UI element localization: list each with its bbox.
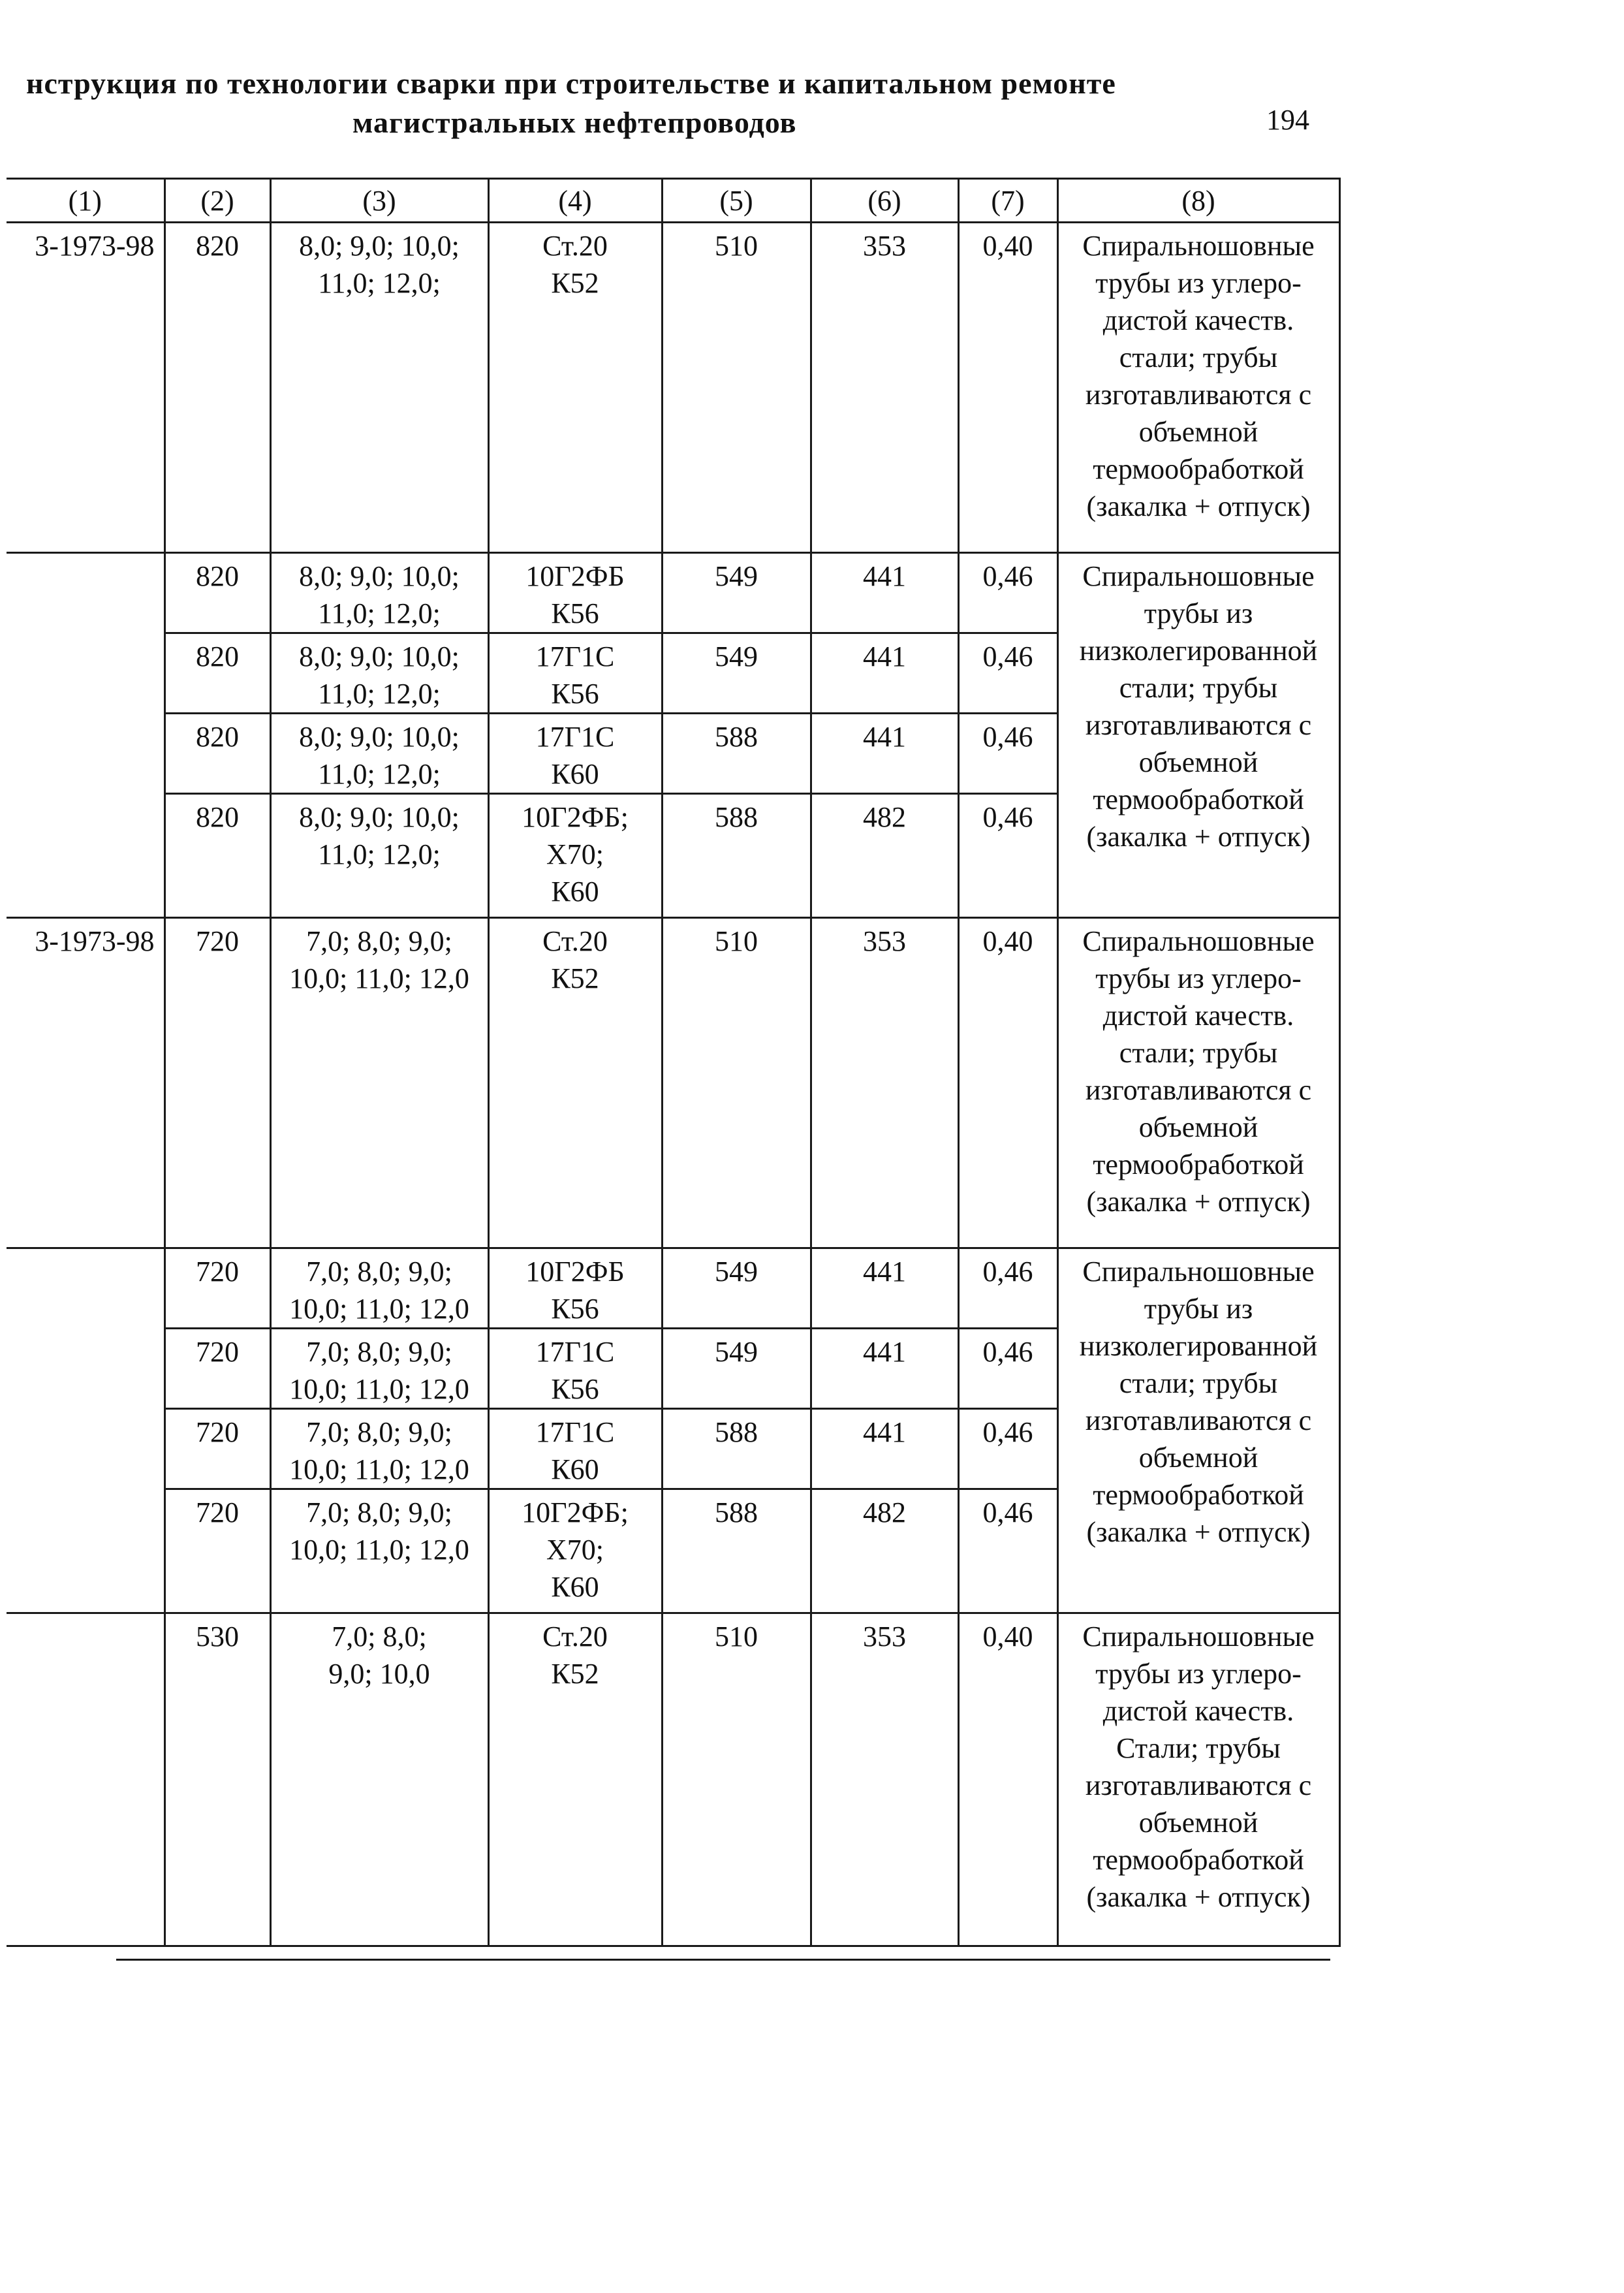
cell-c4: 17Г1С К60 — [488, 714, 662, 794]
cell-c3: 7,0; 8,0; 9,0; 10,0; 11,0; 12,0 — [270, 1409, 488, 1489]
table-bottom-rule — [116, 1959, 1330, 1961]
cell-standard — [7, 1248, 164, 1613]
cell-description: Спиральношовные трубы из низколегированной стали; трубы изготавливаются с объемной термообработкой (закалка + отпуск) — [1057, 1248, 1339, 1613]
cell-c3: 8,0; 9,0; 10,0; 11,0; 12,0; — [270, 553, 488, 633]
cell-c6: 441 — [811, 633, 958, 714]
cell-c5: 549 — [662, 553, 811, 633]
cell-c6: 441 — [811, 1248, 958, 1329]
cell-c6: 353 — [811, 918, 958, 1248]
cell-c6: 441 — [811, 714, 958, 794]
cell-standard — [7, 1613, 164, 1946]
column-header: (6) — [811, 179, 958, 223]
column-header: (5) — [662, 179, 811, 223]
header-title-line2: магистральных нефтепроводов — [352, 106, 797, 139]
cell-c7: 0,46 — [958, 553, 1057, 633]
cell-description: Спиральношовные трубы из углеро- дистой качеств. Стали; трубы изготавливаются с объемной термообработкой (закалка + отпуск) — [1057, 1613, 1339, 1946]
cell-c4: 10Г2ФБ; Х70; К60 — [488, 1489, 662, 1613]
cell-c6: 353 — [811, 223, 958, 553]
table-row — [7, 1613, 1339, 1946]
cell-c4: 10Г2ФБ К56 — [488, 553, 662, 633]
cell-c7: 0,46 — [958, 1329, 1057, 1409]
cell-c5: 588 — [662, 1489, 811, 1613]
cell-c7: 0,46 — [958, 714, 1057, 794]
table-body — [7, 223, 1339, 1946]
cell-c2: 530 — [164, 1613, 270, 1946]
cell-c4: 17Г1С К60 — [488, 1409, 662, 1489]
page-number: 194 — [1266, 104, 1309, 136]
pipe-spec-table — [7, 178, 1341, 1947]
cell-c3: 8,0; 9,0; 10,0; 11,0; 12,0; — [270, 714, 488, 794]
cell-c6: 482 — [811, 1489, 958, 1613]
column-header: (7) — [958, 179, 1057, 223]
cell-c3: 7,0; 8,0; 9,0; 10,0; 11,0; 12,0 — [270, 1329, 488, 1409]
cell-c2: 820 — [164, 794, 270, 918]
cell-c5: 549 — [662, 633, 811, 714]
cell-c7: 0,40 — [958, 1613, 1057, 1946]
cell-c3: 8,0; 9,0; 10,0; 11,0; 12,0; — [270, 223, 488, 553]
cell-c3: 8,0; 9,0; 10,0; 11,0; 12,0; — [270, 633, 488, 714]
cell-c2: 720 — [164, 1329, 270, 1409]
cell-c2: 820 — [164, 223, 270, 553]
cell-c5: 588 — [662, 714, 811, 794]
column-header: (4) — [488, 179, 662, 223]
cell-c4: Ст.20 К52 — [488, 223, 662, 553]
column-header: (8) — [1057, 179, 1339, 223]
cell-c4: 10Г2ФБ; Х70; К60 — [488, 794, 662, 918]
cell-c2: 820 — [164, 633, 270, 714]
cell-c5: 588 — [662, 794, 811, 918]
cell-c6: 482 — [811, 794, 958, 918]
cell-c7: 0,46 — [958, 794, 1057, 918]
cell-c2: 820 — [164, 553, 270, 633]
column-header: (3) — [270, 179, 488, 223]
cell-c6: 441 — [811, 1329, 958, 1409]
cell-c3: 7,0; 8,0; 9,0; 10,0 — [270, 1613, 488, 1946]
cell-c3: 8,0; 9,0; 10,0; 11,0; 12,0; — [270, 794, 488, 918]
column-header: (2) — [164, 179, 270, 223]
cell-c7: 0,46 — [958, 1409, 1057, 1489]
table-header-row — [7, 179, 1339, 223]
table-row — [7, 223, 1339, 553]
table-row — [7, 918, 1339, 1248]
cell-c5: 549 — [662, 1248, 811, 1329]
cell-c5: 510 — [662, 1613, 811, 1946]
cell-c4: Ст.20 К52 — [488, 1613, 662, 1946]
column-header: (1) — [7, 179, 164, 223]
cell-c2: 720 — [164, 918, 270, 1248]
cell-c7: 0,46 — [958, 633, 1057, 714]
table-row — [7, 553, 1339, 633]
document-header-title — [26, 64, 1227, 142]
cell-c7: 0,46 — [958, 1489, 1057, 1613]
header-title-line1: нструкция по технологии сварки при строительстве и капитальном ремонте — [26, 67, 1116, 100]
cell-description: Спиральношовные трубы из углеро- дистой качеств. стали; трубы изготавливаются с объемной термообработкой (закалка + отпуск) — [1057, 223, 1339, 553]
cell-c3: 7,0; 8,0; 9,0; 10,0; 11,0; 12,0 — [270, 1248, 488, 1329]
cell-c4: 17Г1С К56 — [488, 1329, 662, 1409]
cell-c7: 0,46 — [958, 1248, 1057, 1329]
cell-standard: 3-1973-98 — [7, 223, 164, 553]
cell-c5: 588 — [662, 1409, 811, 1489]
cell-c3: 7,0; 8,0; 9,0; 10,0; 11,0; 12,0 — [270, 1489, 488, 1613]
cell-c7: 0,40 — [958, 918, 1057, 1248]
table-row — [7, 1248, 1339, 1329]
cell-description: Спиральношовные трубы из углеро- дистой качеств. стали; трубы изготавливаются с объемной термообработкой (закалка + отпуск) — [1057, 918, 1339, 1248]
cell-c6: 441 — [811, 1409, 958, 1489]
cell-c4: 17Г1С К56 — [488, 633, 662, 714]
cell-standard — [7, 553, 164, 918]
cell-c6: 353 — [811, 1613, 958, 1946]
cell-c2: 820 — [164, 714, 270, 794]
cell-c2: 720 — [164, 1248, 270, 1329]
cell-c5: 510 — [662, 223, 811, 553]
cell-c2: 720 — [164, 1409, 270, 1489]
cell-c4: Ст.20 К52 — [488, 918, 662, 1248]
cell-c6: 441 — [811, 553, 958, 633]
cell-c2: 720 — [164, 1489, 270, 1613]
cell-c7: 0,40 — [958, 223, 1057, 553]
cell-description: Спиральношовные трубы из низколегированной стали; трубы изготавливаются с объемной термообработкой (закалка + отпуск) — [1057, 553, 1339, 918]
cell-c5: 549 — [662, 1329, 811, 1409]
cell-c3: 7,0; 8,0; 9,0; 10,0; 11,0; 12,0 — [270, 918, 488, 1248]
cell-c5: 510 — [662, 918, 811, 1248]
cell-c4: 10Г2ФБ К56 — [488, 1248, 662, 1329]
cell-standard: 3-1973-98 — [7, 918, 164, 1248]
